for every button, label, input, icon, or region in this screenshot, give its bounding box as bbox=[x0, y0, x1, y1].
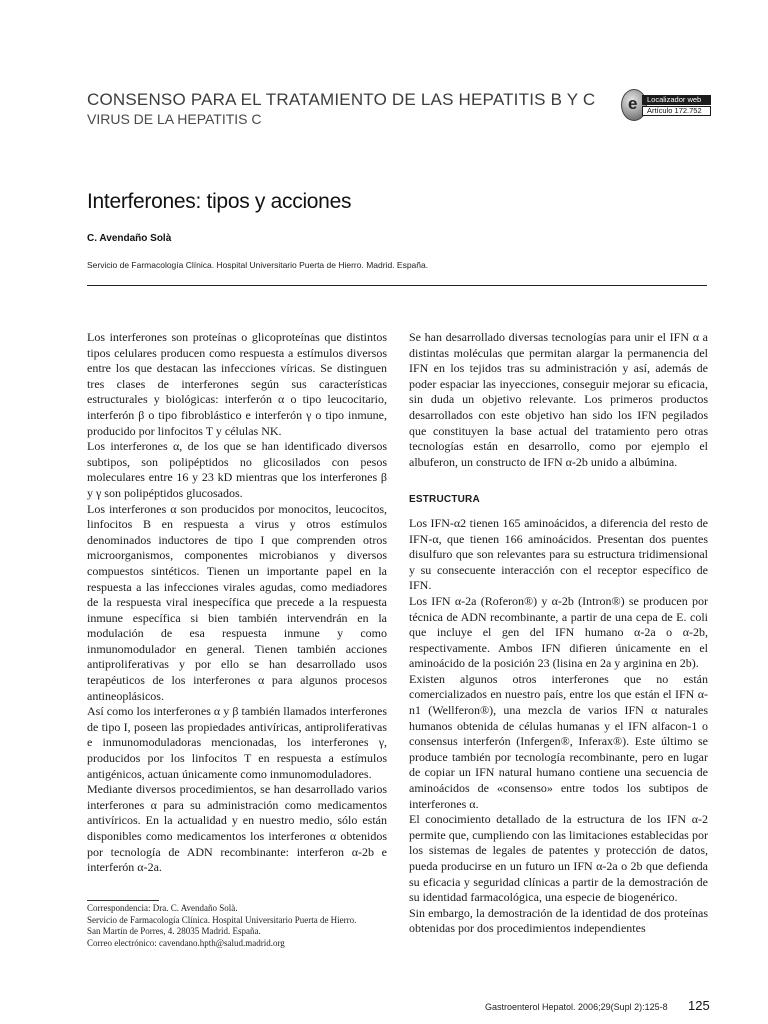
body-paragraph: Los IFN α-2a (Roferon®) y α-2b (Intron®) se producen por técnica de ADN recombinante, a partir de una cepa de E. coli que incluye el gen del IFN humano α-2a o α-2b, respectivamente. Ambos IFN difieren únicamente en el aminoácido de la posición 23 (lisina en 2a y arginina en 2b). bbox=[409, 593, 708, 671]
body-paragraph: Sin embargo, la demostración de la identidad de dos proteínas obtenidas por dos procedimientos independientes bbox=[409, 905, 708, 936]
section-heading: ESTRUCTURA bbox=[409, 494, 480, 506]
article-locator-label: Artículo bbox=[647, 106, 673, 115]
body-paragraph: Los IFN-α2 tienen 165 aminoácidos, a diferencia del resto de IFN-α, que tienen 166 aminoácidos. Presentan dos puentes disulfuro que son relevantes para su estructura tridimensional y su consecuente interacción con el receptor específico de IFN. bbox=[409, 515, 708, 593]
journal-citation: Gastroenterol Hepatol. 2006;29(Supl 2):125-8 bbox=[485, 1002, 668, 1012]
body-paragraph: Mediante diversos procedimientos, se han desarrollado varios interferones α para su administración como medicamentos antivíricos. En la actualidad y en nuestro medio, sólo están disponibles como medicamentos los interferones α obtenidos por tecnología de ADN recombinante: interferon α-2b e interferón α-2a. bbox=[87, 782, 387, 875]
correspondence-note bbox=[87, 903, 387, 949]
correspondence-email[interactable]: Correo electrónico: cavendano.hpth@salud.madrid.org bbox=[87, 937, 285, 948]
correspondence-line: Servicio de Farmacología Clínica. Hospital Universitario Puerta de Hierro. bbox=[87, 914, 357, 925]
body-paragraph: Así como los interferones α y β también llamados interferones de tipo I, poseen las propiedades antivíricas, antiproliferativas e inmunomoduladoras mencionadas, los interferones γ, producidos por los linfocitos T en respuesta a estímulos antigénicos, actuan únicamente como inmunomoduladores. bbox=[87, 704, 387, 781]
body-paragraph: Los interferones son proteínas o glicoproteínas que distintos tipos celulares producen como respuesta a estímulos diversos entre los que destacan las infecciones víricas. Se distinguen tres clases de interferones según sus características estructurales y biológicas: interferón α o tipo leucocitario, interferón β o tipo fibroblástico e interferón γ o tipo inmune, producido por linfocitos T y células NK. bbox=[87, 330, 387, 438]
footnote-divider bbox=[87, 900, 159, 901]
page-number: 125 bbox=[688, 998, 710, 1013]
correspondence-line: San Martín de Porres, 4. 28035 Madrid. España. bbox=[87, 926, 261, 937]
body-paragraph: Los interferones α, de los que se han identificado diversos subtipos, son polipéptidos no glicosilados con pesos moleculares entre 16 y 23 kD mientras que los interferones β y γ son polipéptidos glucosados. bbox=[87, 439, 387, 500]
body-paragraph: El conocimiento detallado de la estructura de los IFN α-2 permite que, cumpliendo con las limitaciones establecidas por los sistemas de legales de patentes y protección de datos, pueda producirse en un futuro un IFN α-2a o 2b que defienda su eficacia y seguridad clínicas a partir de la demostración de su identidad farmacológica, una especie de biogenérico. bbox=[409, 812, 708, 905]
web-locator-badge[interactable] bbox=[621, 89, 711, 119]
body-paragraph: Se han desarrollado diversas tecnologías para unir el IFN α a distintas moléculas que permitan alargar la permanencia del IFN en los tejidos tras su administración y así, además de poder espaciar las inyecciones, conseguir mejorar su eficacia, sin duda un objetivo relevante. Los primeros productos desarrollados con este objetivo han sido los IFN pegilados que constituyen la base actual del tratamiento pero otras tecnologías están en desarrollo, como por ejemplo el albuferon, un constructo de IFN α-2b unido a albúmina. bbox=[409, 330, 708, 469]
article-locator-number: 172.752 bbox=[674, 106, 702, 115]
article-affiliation: Servicio de Farmacología Clínica. Hospital Universitario Puerta de Hierro. Madrid. España. bbox=[87, 260, 429, 270]
web-locator-letter: e bbox=[628, 94, 638, 113]
body-paragraph: Los interferones α son producidos por monocitos, leucocitos, linfocitos B en respuesta a virus y otros estímulos denominados inductores de tipo I que comprenden otros microorganismos, componentes microbianos y diversos compuestos sintéticos. Tienen un importante papel en la respuesta a las infecciones virales agudas, como mediadores de la respuesta viral inespecífica que precede a la respuesta inmune específica si bien también intervendrán en la modulación de esa respuesta inmune y como inmunomodulador en general. Tienen también acciones antiproliferativas y por ello se han desarrollado usos terapéuticos de los interferones α para algunos procesos antineoplásicos. bbox=[87, 501, 387, 703]
article-authors: C. Avendaño Solà bbox=[87, 233, 172, 244]
series-title: CONSENSO PARA EL TRATAMIENTO DE LAS HEPATITIS B Y C bbox=[87, 90, 596, 109]
left-column bbox=[87, 330, 387, 876]
web-locator-icon bbox=[621, 89, 647, 121]
correspondence-line: Correspondencia: Dra. C. Avendaño Solà. bbox=[87, 903, 238, 913]
header-divider bbox=[87, 285, 707, 286]
web-locator-label: Localizador web bbox=[642, 95, 711, 105]
article-title: Interferones: tipos y acciones bbox=[87, 190, 352, 213]
right-column bbox=[409, 330, 708, 937]
series-subtitle: VIRUS DE LA HEPATITIS C bbox=[87, 111, 262, 127]
body-paragraph: Existen algunos otros interferones que no están comercializados en nuestro país, entre los que están el IFN α-n1 (Wellferon®), una mezcla de varios IFN α naturales humanos obtenida de células humanas y el IFN alfacon-1 o consensus interferón (Infergen®, Inferax®). Este último se produce también por tecnología recombinante, pero en lugar de copiar un IFN natural humano contiene una secuencia de aminoácidos de «consenso» entre todos los subtipos de interferones α. bbox=[409, 671, 708, 811]
article-locator bbox=[642, 106, 711, 116]
